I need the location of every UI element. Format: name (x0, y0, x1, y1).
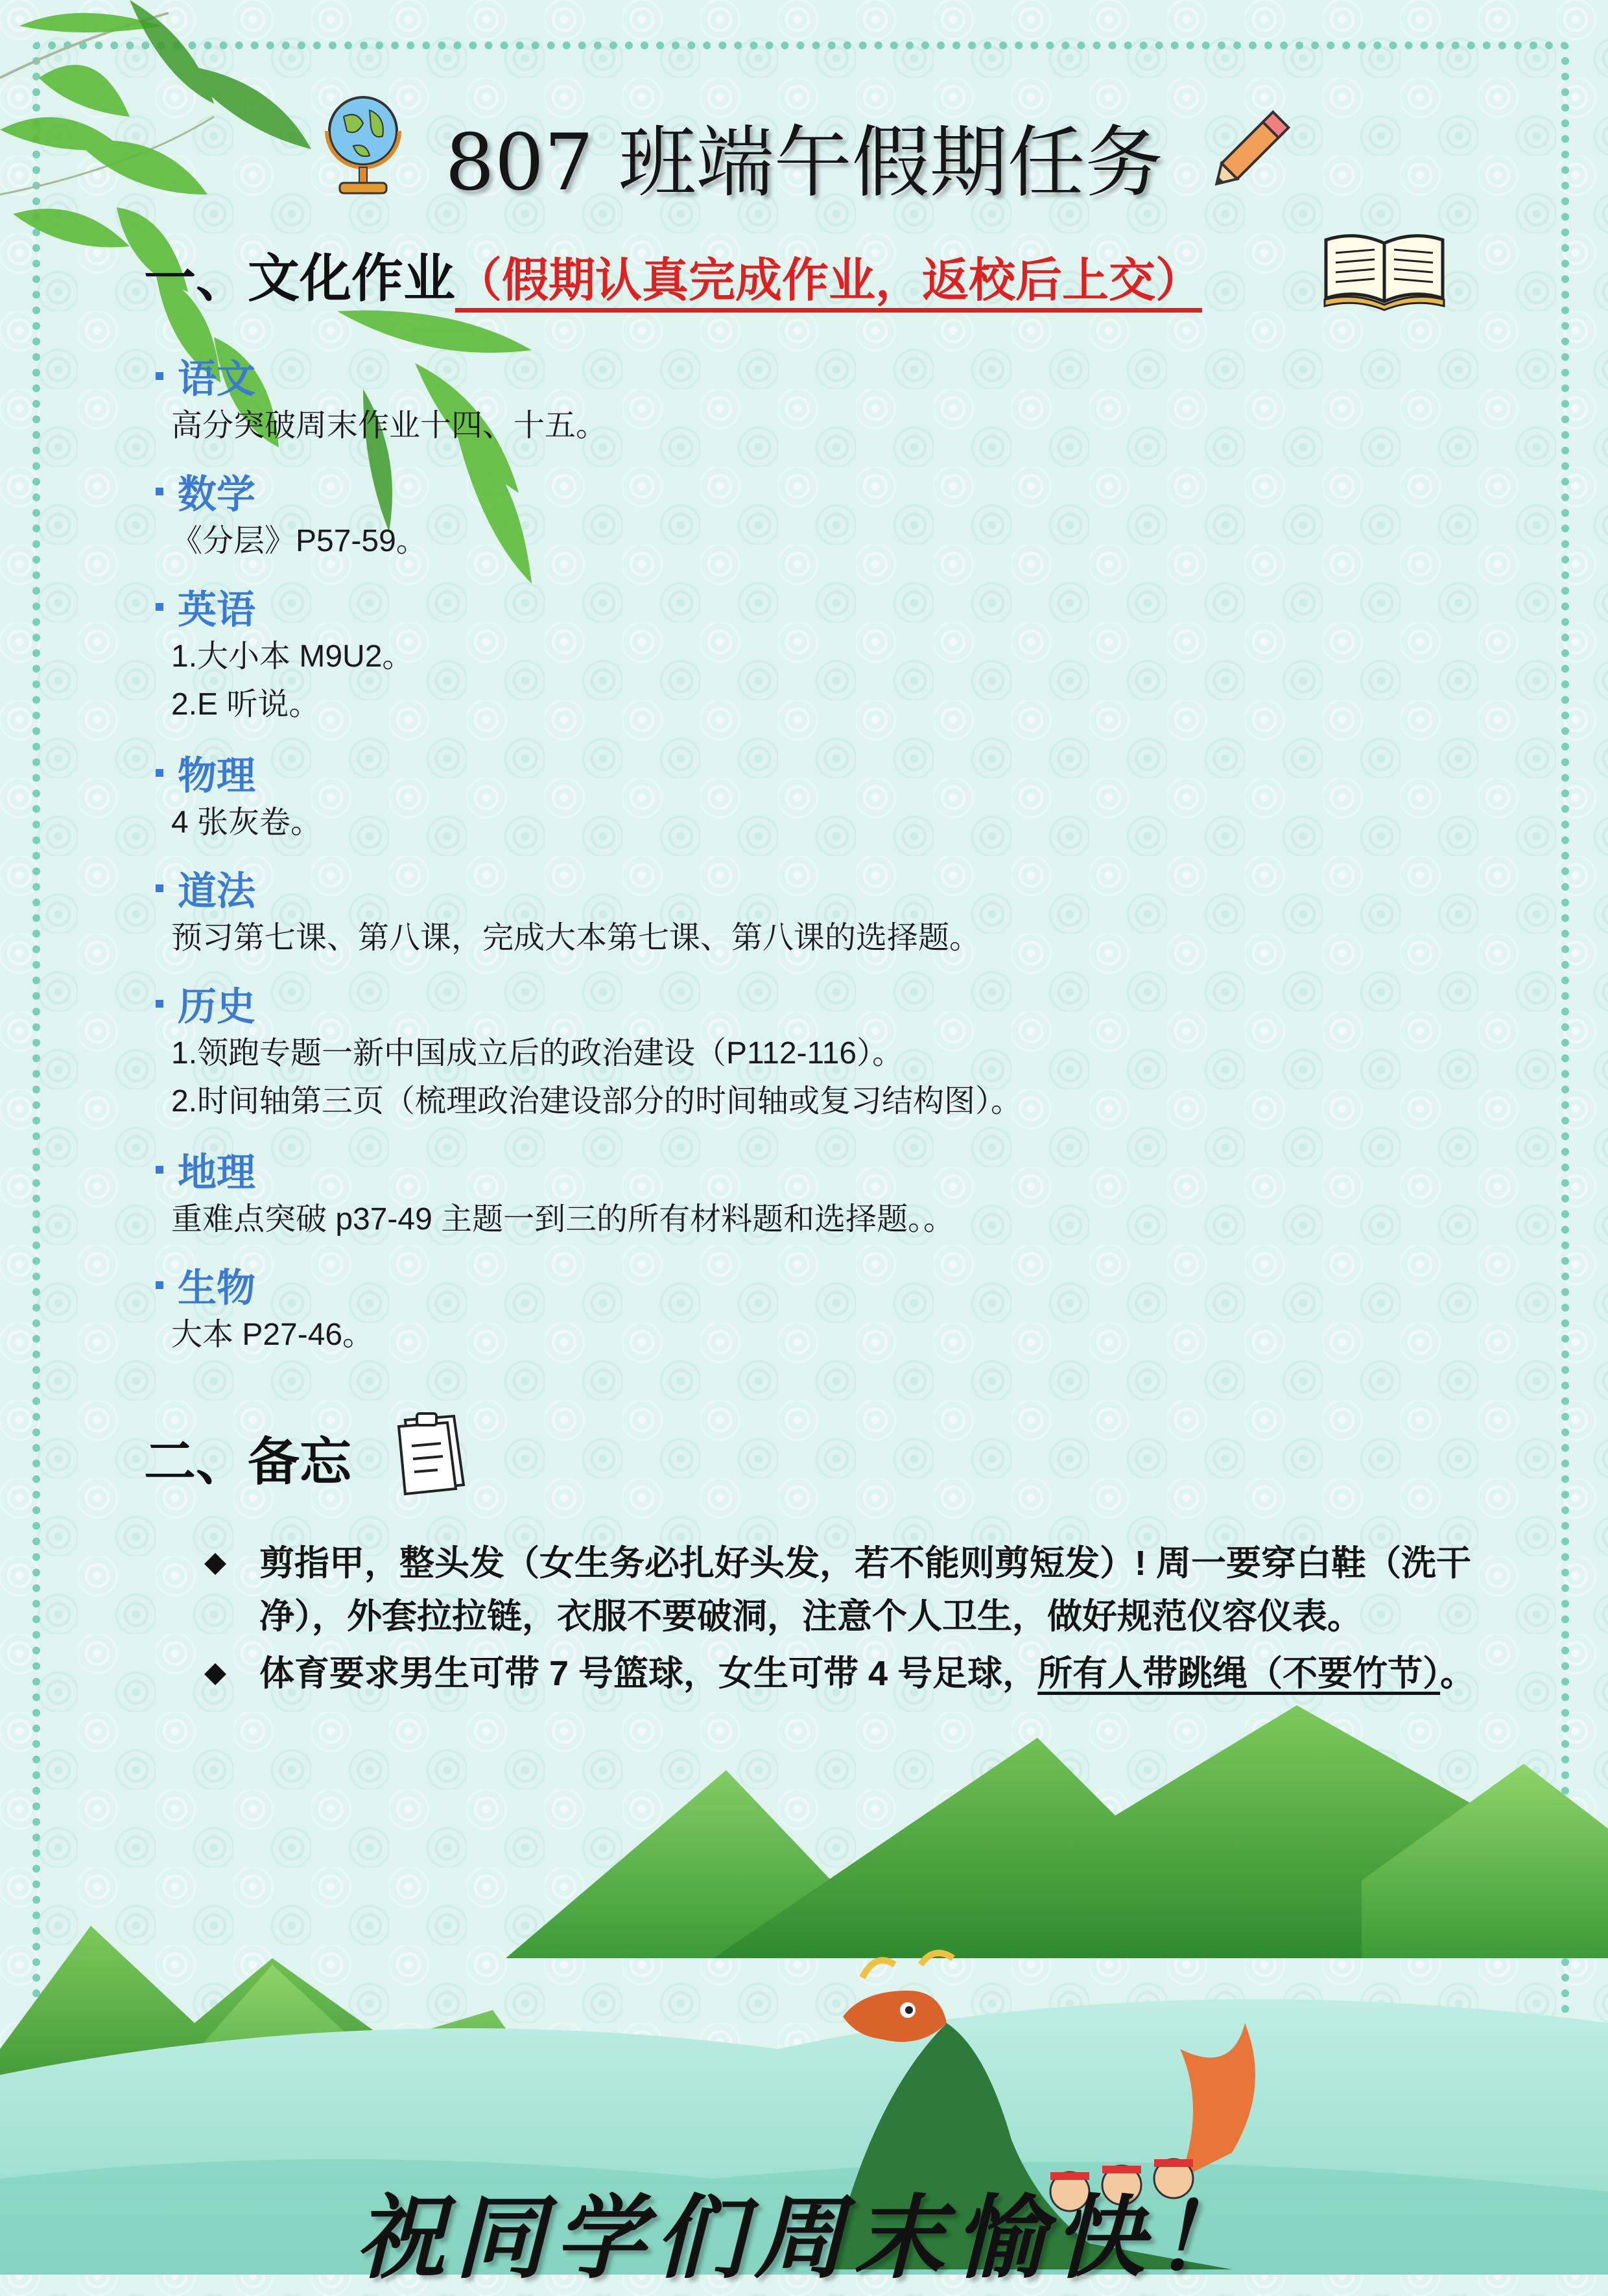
book-icon (1319, 227, 1449, 311)
subject-name: 地理 (178, 1150, 255, 1196)
closing-greeting: 祝同学们周末愉快！ (354, 2185, 1253, 2291)
subject-name: 数学 (178, 472, 255, 517)
subject-heading (156, 978, 1022, 1030)
memo-item (201, 1537, 1524, 1643)
subject-task: 1.大小本 M9U2。 (171, 639, 414, 674)
subject-name: 物理 (178, 753, 255, 799)
subject-task: 预习第七课、第八课，完成大本第七课、第八课的选择题。 (171, 921, 981, 955)
subject-history (156, 978, 1022, 1126)
bullet-square (156, 1000, 163, 1008)
subject-task: 《分层》P57-59。 (171, 524, 427, 558)
bullet-square (156, 769, 163, 777)
section-1-title: 一、文化作业 (144, 248, 455, 309)
subject-task: 大本 P27-46。 (171, 1318, 374, 1352)
subject-task: 重难点突破 p37-49 主题一到三的所有材料题和选择题。。 (171, 1202, 955, 1237)
pencil-icon (1206, 97, 1303, 195)
bullet-square (156, 884, 163, 892)
subject-task: 1.领跑专题一新中国成立后的政治建设（P112-116）。 (171, 1036, 904, 1071)
bullet-square (156, 603, 163, 611)
subject-heading (156, 747, 322, 799)
subject-heading (156, 1144, 954, 1196)
subject-heading (156, 1259, 373, 1311)
memo-underlined-text: 所有人带跳绳（不要竹节） (1037, 1654, 1441, 1693)
subject-heading (156, 350, 607, 402)
diamond-bullet (204, 1663, 226, 1685)
bullet-square (156, 1281, 163, 1289)
memo-list (201, 1537, 1524, 1704)
subject-task: 2.时间轴第三页（梳理政治建设部分的时间轴或复习结构图）。 (171, 1084, 1023, 1118)
section-1-note: （假期认真完成作业，返校后上交） (455, 252, 1203, 307)
section-1-heading (144, 237, 1202, 311)
subject-english (156, 581, 413, 729)
subject-chinese (156, 350, 607, 450)
subject-physics (156, 747, 322, 847)
memo-text: 剪指甲，整头发（女生务必扎好头发，若不能则剪短发）! 周一要穿白鞋（洗干净），外套拉拉链，衣服不要破洞，注意个人卫生，做好规范仪容仪表。 (259, 1544, 1471, 1636)
bullet-square (156, 488, 163, 495)
subject-name: 语文 (178, 357, 255, 402)
memo-icon (392, 1407, 477, 1498)
section-2-heading: 二、备忘 (144, 1431, 351, 1492)
subject-name: 生物 (178, 1266, 255, 1311)
subject-heading (156, 862, 980, 914)
subject-heading (156, 581, 413, 633)
subject-math (156, 466, 427, 565)
memo-text: 体育要求男生可带 7 号篮球，女生可带 4 号足球， (259, 1654, 1038, 1693)
memo-text-end: 。 (1440, 1654, 1476, 1693)
bullet-square (156, 372, 163, 380)
bullet-square (156, 1166, 163, 1174)
subject-heading (156, 466, 427, 517)
subject-name: 历史 (178, 984, 255, 1030)
subject-name: 英语 (178, 587, 255, 633)
subject-task: 2.E 听说。 (171, 687, 320, 722)
subject-geography (156, 1144, 954, 1244)
page-title: 807 班端午假期任务 (445, 118, 1163, 208)
subject-biology (156, 1259, 373, 1359)
subject-name: 道法 (178, 869, 255, 914)
diamond-bullet (204, 1553, 226, 1575)
subject-task: 4 张灰卷。 (171, 805, 322, 840)
subject-morality-law (156, 862, 980, 962)
subject-task: 高分突破周末作业十四、十五。 (171, 408, 608, 443)
